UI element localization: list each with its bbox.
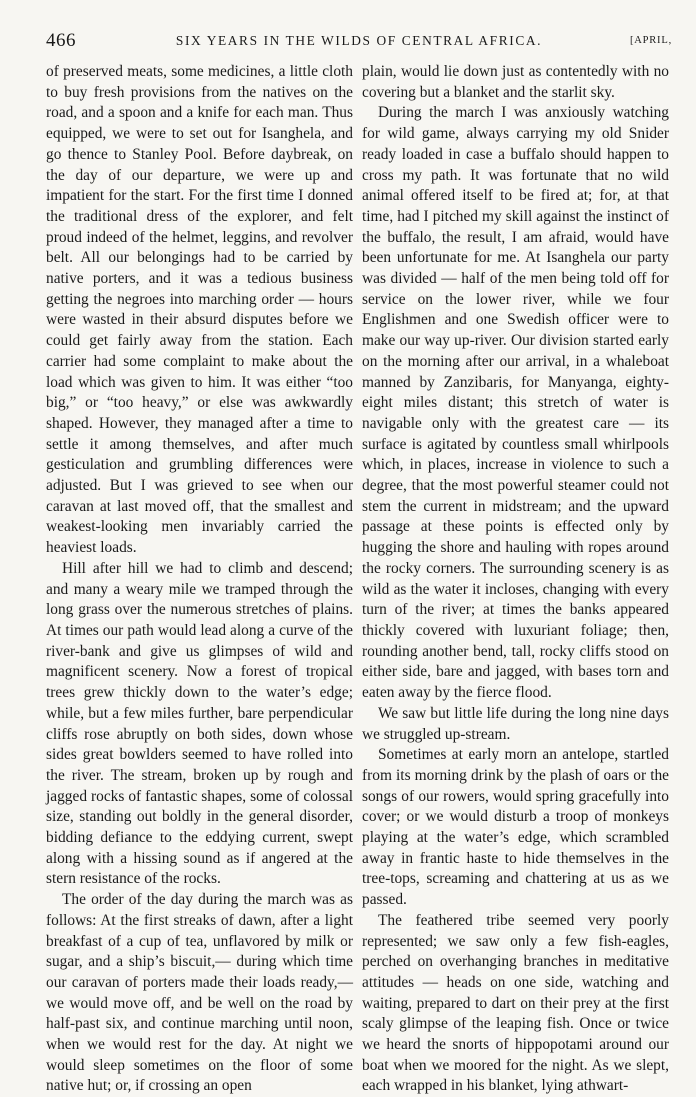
page-header [46,30,672,52]
paragraph: The order of the day during the march was as follows: At the first streaks of dawn, after a light breakfast of a cup of tea, unflavored by milk or sugar, and a ship’s biscuit,— during which time our caravan of porters made their loads ready,— we would move off, and be well on the road by half-past six, and continue marching until noon, when we would rest for the day. At night we would sleep sometimes on the floor of some native hut; or, if crossing an open [46,891,353,1095]
paragraph: We saw but little life during the long nine days we struggled up-stream. [362,704,669,743]
paragraph: During the march I was anxiously watching for wild game, always carrying my old Snider ready loaded in case a buffalo should happen to cross my path. It was fortunate that no wild animal offered itself to be fired at; for, at that time, had I pitched my skill against the instinct of the buffalo, the result, I am afraid, would have been unfortunate for me. At Isanghela our party was divided — half of the men being told off for service on the lower river, while we four Englishmen and one Swedish officer were to make our way up-river. Our division started early on the morning after our arrival, in a whaleboat manned by Zanzibaris, for Manyanga, eighty-eight miles distant; this stretch of water is navigable only with the greatest care — its surface is agitated by countless small whirlpools which, in places, increase in violence to such a degree, that the most powerful steamer could not stem the current in midstream; and the upward passage at these points is effected only by hugging the shore and hauling with ropes around the rocky corners. The surrounding scenery is as wild as the water it incloses, changing with every turn of the river; at times the banks appeared thickly covered with luxuriant foliage; then, rounding another bend, tall, rocky cliffs stood on either side, bare and jagged, with bases torn and eaten away by the fierce flood. [362,104,669,702]
running-title: SIX YEARS IN THE WILDS OF CENTRAL AFRICA. [175,33,543,48]
paragraph: The feathered tribe seemed very poorly represented; we saw only a few fish-eagles, perched on overhanging branches in meditative attitudes — heads on one side, watching and waiting, prepared to dart on their prey at the first scaly glimpse of the leaping fish. Once or twice we heard the snorts of hippopotami around our boat when we moored for the night. As we slept, each wrapped in his blanket, lying athwart- [362,911,669,1095]
page-number: 466 [46,30,76,51]
issue-month: [APRIL, [629,35,672,46]
paragraph: plain, would lie down just as contentedly with no covering but a blanket and the starlit sky. [362,63,669,101]
right-column [362,62,669,1097]
paragraph: Hill after hill we had to climb and descend; and many a weary mile we tramped through the long grass over the numerous stretches of plains. At times our path would lead along a curve of the river-bank and give us glimpses of wild and magnificent scenery. Now a forest of tropical trees grew thickly down to the water’s edge; while, but a few miles further, bare perpendicular cliffs rose abruptly on both sides, down whose sides great bowlders seemed to have rolled into the river. The stream, broken up by rough and jagged rocks of fantastic shapes, some of colossal size, standing out boldly in the general disorder, bidding defiance to the eddying current, swept along with a hissing sound as if angered at the stern resistance of the rocks. [46,559,353,888]
paragraph: of preserved meats, some medicines, a little cloth to buy fresh provisions from the natives on the road, and a spoon and a knife for each man. Thus equipped, we were to set out for Isanghela, and go thence to Stanley Pool. Before daybreak, on the day of our departure, we were up and impatient for the start. For the first time I donned the traditional dress of the explorer, and felt proud indeed of the helmet, leggins, and revolver belt. All our belongings had to be carried by native porters, and it was a tedious business getting the negroes into marching order — hours were wasted in their absurd disputes before we could get fairly away from the station. Each carrier had some complaint to make about the load which was given to him. It was either “too big,” or “too heavy,” or else was awkwardly shaped. However, they managed after a time to settle it among themselves, and after much gesticulation and grumbling differences were adjusted. But I was grieved to see when our caravan at last moved off, that the smallest and weakest-looking men invariably carried the heaviest loads. [46,63,353,557]
left-column [46,62,353,1097]
paragraph: Sometimes at early morn an antelope, startled from its morning drink by the plash of oars or the songs of our rowers, would spring gracefully into cover; or we would disturb a troop of monkeys playing at the water’s edge, which scrambled away in frantic haste to hide themselves in the tree-tops, screaming and chattering at us as we passed. [362,746,669,909]
